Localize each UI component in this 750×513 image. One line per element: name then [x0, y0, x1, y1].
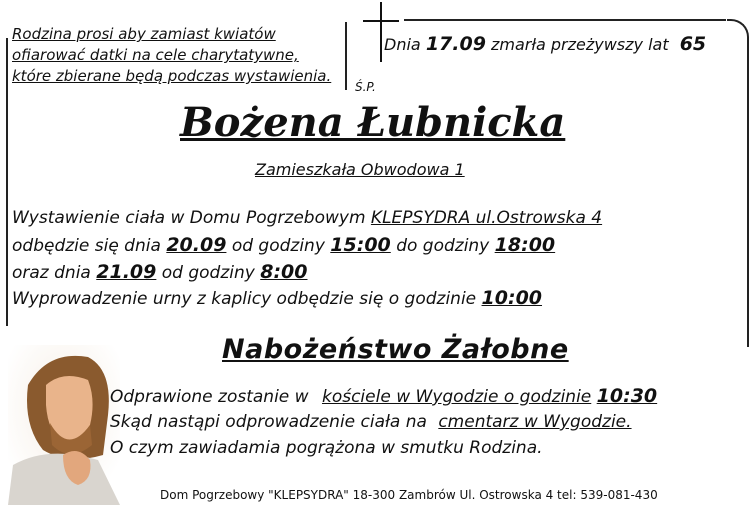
flowers-request-line: Rodzina prosi aby zamiast kwiatów — [12, 25, 276, 43]
praying-jesus-image — [8, 345, 120, 505]
death-age: 65 — [679, 33, 707, 55]
death-prefix: Dnia — [384, 35, 421, 54]
service-time: 10:30 — [596, 385, 658, 407]
service-place: kościele w Wygodzie o godzinie — [321, 387, 592, 407]
viewing-line-2 — [12, 234, 555, 256]
viewing-text: od godziny — [161, 263, 255, 283]
viewing-time-2: 8:00 — [260, 261, 308, 283]
viewing-start-time: 15:00 — [330, 234, 391, 256]
deceased-name: Bożena Łubnicka — [180, 99, 566, 146]
service-text: Odprawione zostanie w — [110, 387, 309, 407]
viewing-line-3 — [12, 261, 308, 283]
frame-top-border — [404, 19, 726, 21]
viewing-text: oraz dnia — [12, 263, 91, 283]
viewing-text: Wystawienie ciała w Domu Pogrzebowym — [12, 208, 366, 228]
viewing-date: 20.09 — [166, 234, 227, 256]
cross-icon — [380, 2, 382, 62]
viewing-text: do godziny — [396, 236, 490, 256]
urn-text: Wyprowadzenie urny z kaplicy odbędzie się o godzinie — [12, 289, 477, 309]
service-text: Skąd nastąpi odprowadzenie ciała na — [110, 412, 427, 432]
flowers-request-line: ofiarować datki na cele charytatywne, — [12, 46, 299, 64]
death-date: 17.09 — [425, 33, 486, 55]
death-date-line — [384, 33, 706, 55]
service-title: Nabożeństwo Żałobne — [222, 334, 569, 365]
sp-label: Ś.P. — [355, 80, 376, 94]
service-line-2 — [110, 412, 632, 432]
cemetery-place: cmentarz w Wygodzie. — [438, 412, 632, 432]
viewing-end-time: 18:00 — [494, 234, 556, 256]
service-line-1 — [110, 385, 657, 407]
cross-icon-bar — [363, 20, 399, 22]
flowers-request — [12, 24, 331, 87]
urn-line — [12, 287, 542, 309]
urn-time: 10:00 — [481, 287, 543, 309]
viewing-date-2: 21.09 — [96, 261, 157, 283]
funeral-home-footer: Dom Pogrzebowy "KLEPSYDRA" 18-300 Zambrów Ul. Ostrowska 4 tel: 539-081-430 — [160, 488, 658, 502]
death-middle: zmarła przeżywszy lat — [491, 35, 669, 54]
viewing-text: od godziny — [231, 236, 325, 256]
viewing-place: KLEPSYDRA ul.Ostrowska 4 — [370, 208, 603, 228]
viewing-text: odbędzie się dnia — [12, 236, 161, 256]
frame-right-border — [727, 19, 749, 347]
flowers-request-line: które zbierane będą podczas wystawienia. — [12, 67, 332, 85]
address: Zamieszkała Obwodowa 1 — [255, 160, 465, 179]
service-line-3: O czym zawiadamia pogrążona w smutku Rodzina. — [110, 438, 543, 458]
viewing-line-1 — [12, 208, 602, 228]
